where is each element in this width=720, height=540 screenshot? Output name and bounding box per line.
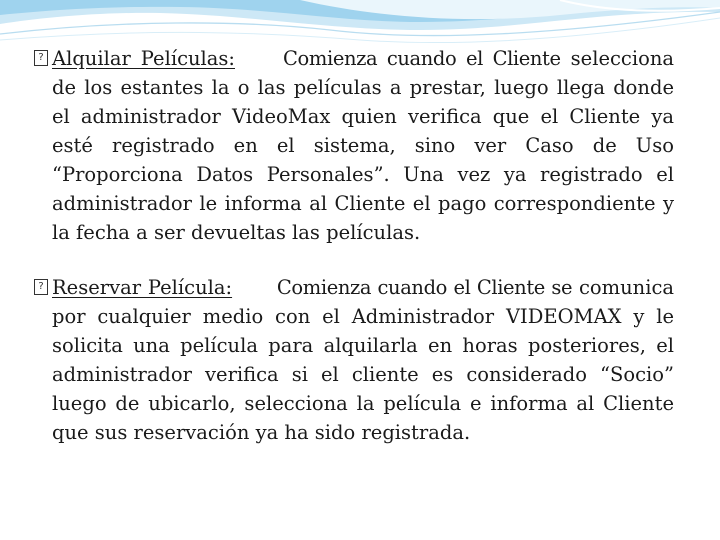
item-lead-text: Comienza cuando el Cliente bbox=[283, 47, 561, 70]
item-body-text: comunica por cualquier medio con el Administrador VIDEOMAX y le solicita una película para alquilarla en horas posteriores, el administrador verifica si el cliente es considerado “Socio” luego de ubicarlo, selecciona la película e informa al Cliente que sus reservación ya ha sido registrada. bbox=[52, 276, 674, 444]
bullet-item-alquilar-peliculas bbox=[34, 44, 674, 247]
item-lead-text: Comienza cuando el Cliente se bbox=[276, 276, 573, 299]
bullet-item-reservar-pelicula bbox=[34, 273, 674, 447]
item-body-text: selecciona de los estantes la o las películas a prestar, luego llega donde el administrador VideoMax quien verifica que el Cliente ya esté registrado en el sistema, sino ver Caso de Uso “Proporciona Datos Personales”. Una vez ya registrado el administrador le informa al Cliente el pago correspondiente y la fecha a ser devueltas las películas. bbox=[52, 47, 674, 244]
slide-content bbox=[34, 44, 674, 447]
bullet-box-icon: ? bbox=[34, 50, 48, 66]
item-heading: Reservar Película: bbox=[52, 276, 233, 299]
bullet-box-icon: ? bbox=[34, 279, 48, 295]
item-heading: Alquilar Películas: bbox=[52, 47, 235, 70]
